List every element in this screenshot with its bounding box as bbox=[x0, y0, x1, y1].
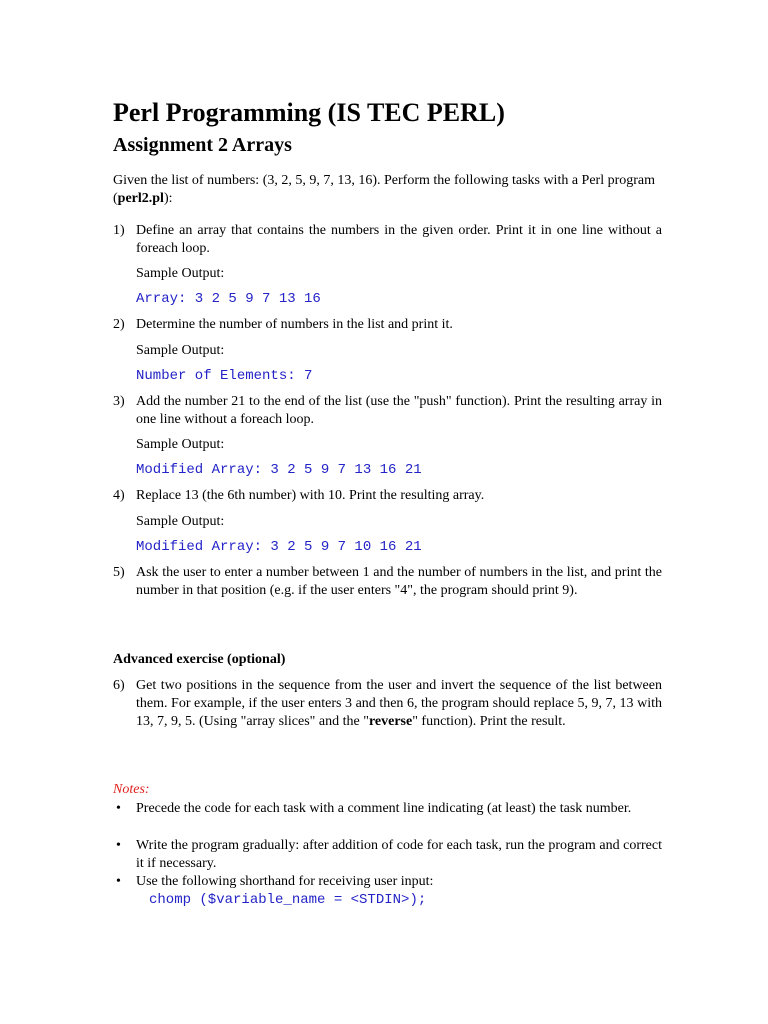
assignment-heading: Assignment 2 Arrays bbox=[113, 134, 292, 156]
advanced-task-text bbox=[136, 677, 662, 731]
advanced-heading: Advanced exercise (optional) bbox=[113, 652, 286, 667]
intro-filename: perl2.pl bbox=[117, 191, 164, 206]
bullet-icon: • bbox=[116, 838, 121, 853]
task-number: 1) bbox=[113, 223, 125, 238]
note-item: Precede the code for each task with a comment line indicating (at least) the task number. bbox=[136, 801, 632, 816]
task-text: Define an array that contains the numbers in the given order. Print it in one line without a foreach loop. bbox=[136, 223, 662, 256]
bullet-icon: • bbox=[116, 801, 121, 816]
sample-output-label: Sample Output: bbox=[136, 266, 225, 281]
note-item: Write the program gradually: after addition of code for each task, run the program and correct it if necessary. bbox=[136, 838, 662, 871]
task-number: 4) bbox=[113, 488, 125, 503]
task-text: Ask the user to enter a number between 1 and the number of numbers in the list, and print the number in that position (e.g. if the user enters "4", the program should print 9). bbox=[136, 565, 662, 598]
sample-output-label: Sample Output: bbox=[136, 437, 225, 452]
task-text: Add the number 21 to the end of the list (use the "push" function). Print the resulting array in one line without a foreach loop. bbox=[136, 394, 662, 427]
sample-output-label: Sample Output: bbox=[136, 343, 225, 358]
advanced-text: Get two positions in the sequence from the user and invert the sequence of the list between them. For example, if the user enters 3 and then 6, the program should replace 5, 9, 7, 13 with 13, 7, 9, 5. (Using "array slices" and the " bbox=[136, 678, 662, 729]
note-item: Use the following shorthand for receiving user input: bbox=[136, 874, 434, 889]
advanced-text-end: " function). Print the result. bbox=[412, 714, 566, 729]
intro-text: Given the list of numbers: (3, 2, 5, 9, 7, 13, 16). Perform the following tasks with a Perl program ( bbox=[113, 173, 656, 206]
sample-output-code: Modified Array: 3 2 5 9 7 13 16 21 bbox=[136, 462, 422, 478]
task-number: 5) bbox=[113, 565, 125, 580]
bullet-icon: • bbox=[116, 874, 121, 889]
sample-output-label: Sample Output: bbox=[136, 514, 225, 529]
code-snippet: chomp ($variable_name = <STDIN>); bbox=[149, 892, 427, 908]
intro-text-end: ): bbox=[163, 191, 173, 206]
advanced-keyword: reverse bbox=[368, 714, 413, 729]
document-title: Perl Programming (IS TEC PERL) bbox=[113, 98, 505, 127]
sample-output-code: Number of Elements: 7 bbox=[136, 368, 313, 384]
intro-paragraph bbox=[113, 172, 662, 208]
task-number: 3) bbox=[113, 394, 125, 409]
sample-output-code: Array: 3 2 5 9 7 13 16 bbox=[136, 291, 321, 307]
task-text: Determine the number of numbers in the list and print it. bbox=[136, 317, 453, 332]
task-text: Replace 13 (the 6th number) with 10. Print the resulting array. bbox=[136, 488, 485, 503]
notes-heading: Notes: bbox=[113, 782, 150, 797]
task-number: 2) bbox=[113, 317, 125, 332]
sample-output-code: Modified Array: 3 2 5 9 7 10 16 21 bbox=[136, 539, 422, 555]
task-number: 6) bbox=[113, 678, 125, 693]
